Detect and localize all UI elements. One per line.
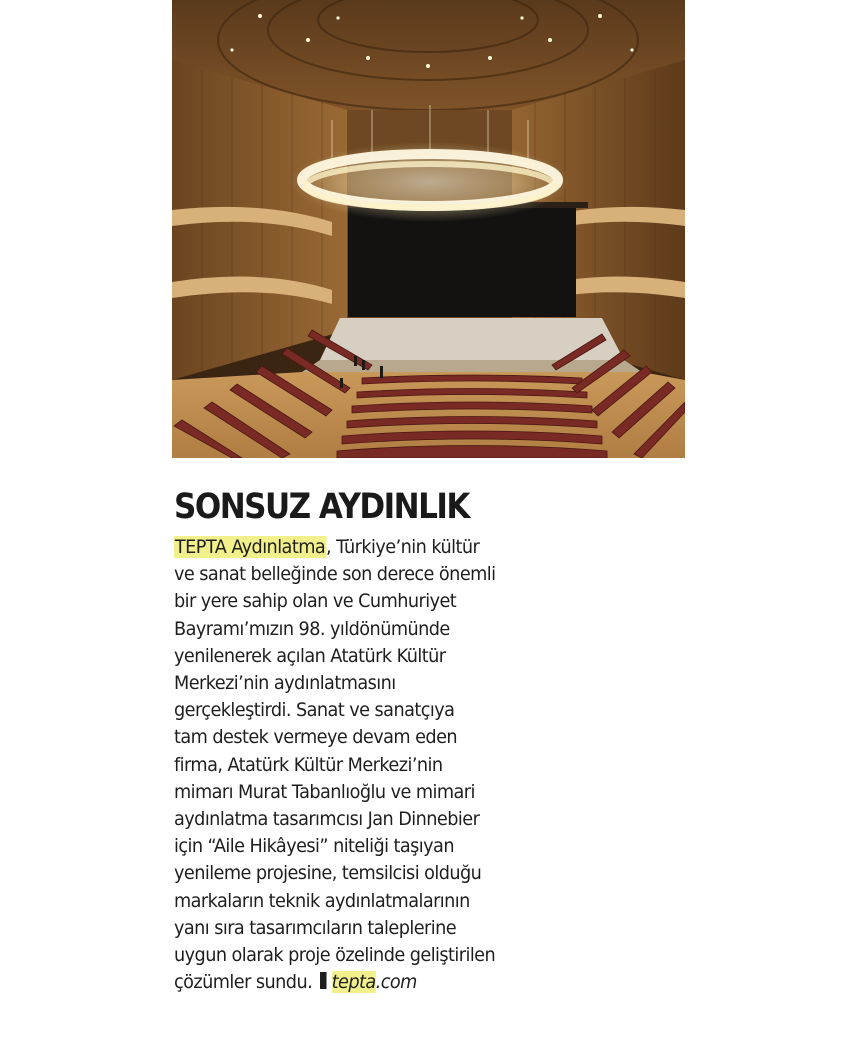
body-line-1-rest: , Türkiye’nin kültür (326, 536, 480, 558)
source-link[interactable] (332, 971, 417, 993)
body-line-4: Bayramı’mızın 98. yıldönümünde (174, 617, 450, 640)
body-line-8: tam destek vermeye devam eden (174, 726, 458, 749)
auditorium-photo (172, 0, 685, 458)
body-line-17 (174, 969, 565, 996)
body-line-13: yenileme projesine, temsilcisi olduğu (174, 862, 482, 885)
article-body (174, 534, 594, 996)
source-brand: tepta (331, 971, 376, 994)
article-headline: SONSUZ AYDINLIK (174, 487, 469, 527)
body-line-9: firma, Atatürk Kültür Merkezi’nin (174, 753, 443, 776)
body-line-2: ve sanat belleğinde son derece önemli (174, 563, 496, 586)
body-line-10: mimarı Murat Tabanlıoğlu ve mimari (174, 780, 475, 803)
body-line-3: bir yere sahip olan ve Cumhuriyet (174, 590, 457, 613)
body-line-15: yanı sıra tasarımcıların taleplerine (174, 916, 457, 939)
brand-highlight: TEPTA Aydınlatma (174, 536, 326, 558)
body-line-1 (174, 534, 565, 561)
body-line-12: için “Aile Hikâyesi” niteliği taşıyan (174, 835, 454, 858)
source-tld: .com (375, 971, 417, 994)
body-line-14: markaların teknik aydınlatmalarının (174, 889, 470, 912)
body-line-6: Merkezi’nin aydınlatmasını (174, 672, 396, 695)
article (174, 484, 594, 996)
body-line-16: uygun olarak proje özelinde geliştirilen (174, 944, 496, 967)
body-line-5: yenilenerek açılan Atatürk Kültür (174, 644, 446, 667)
auditorium-illustration (172, 0, 685, 458)
body-line-17-text: çözümler sundu. (174, 971, 313, 994)
body-line-7: gerçekleştirdi. Sanat ve sanatçıya (174, 699, 455, 722)
end-mark-icon (320, 972, 327, 989)
body-line-11: aydınlatma tasarımcısı Jan Dinnebier (174, 808, 480, 831)
